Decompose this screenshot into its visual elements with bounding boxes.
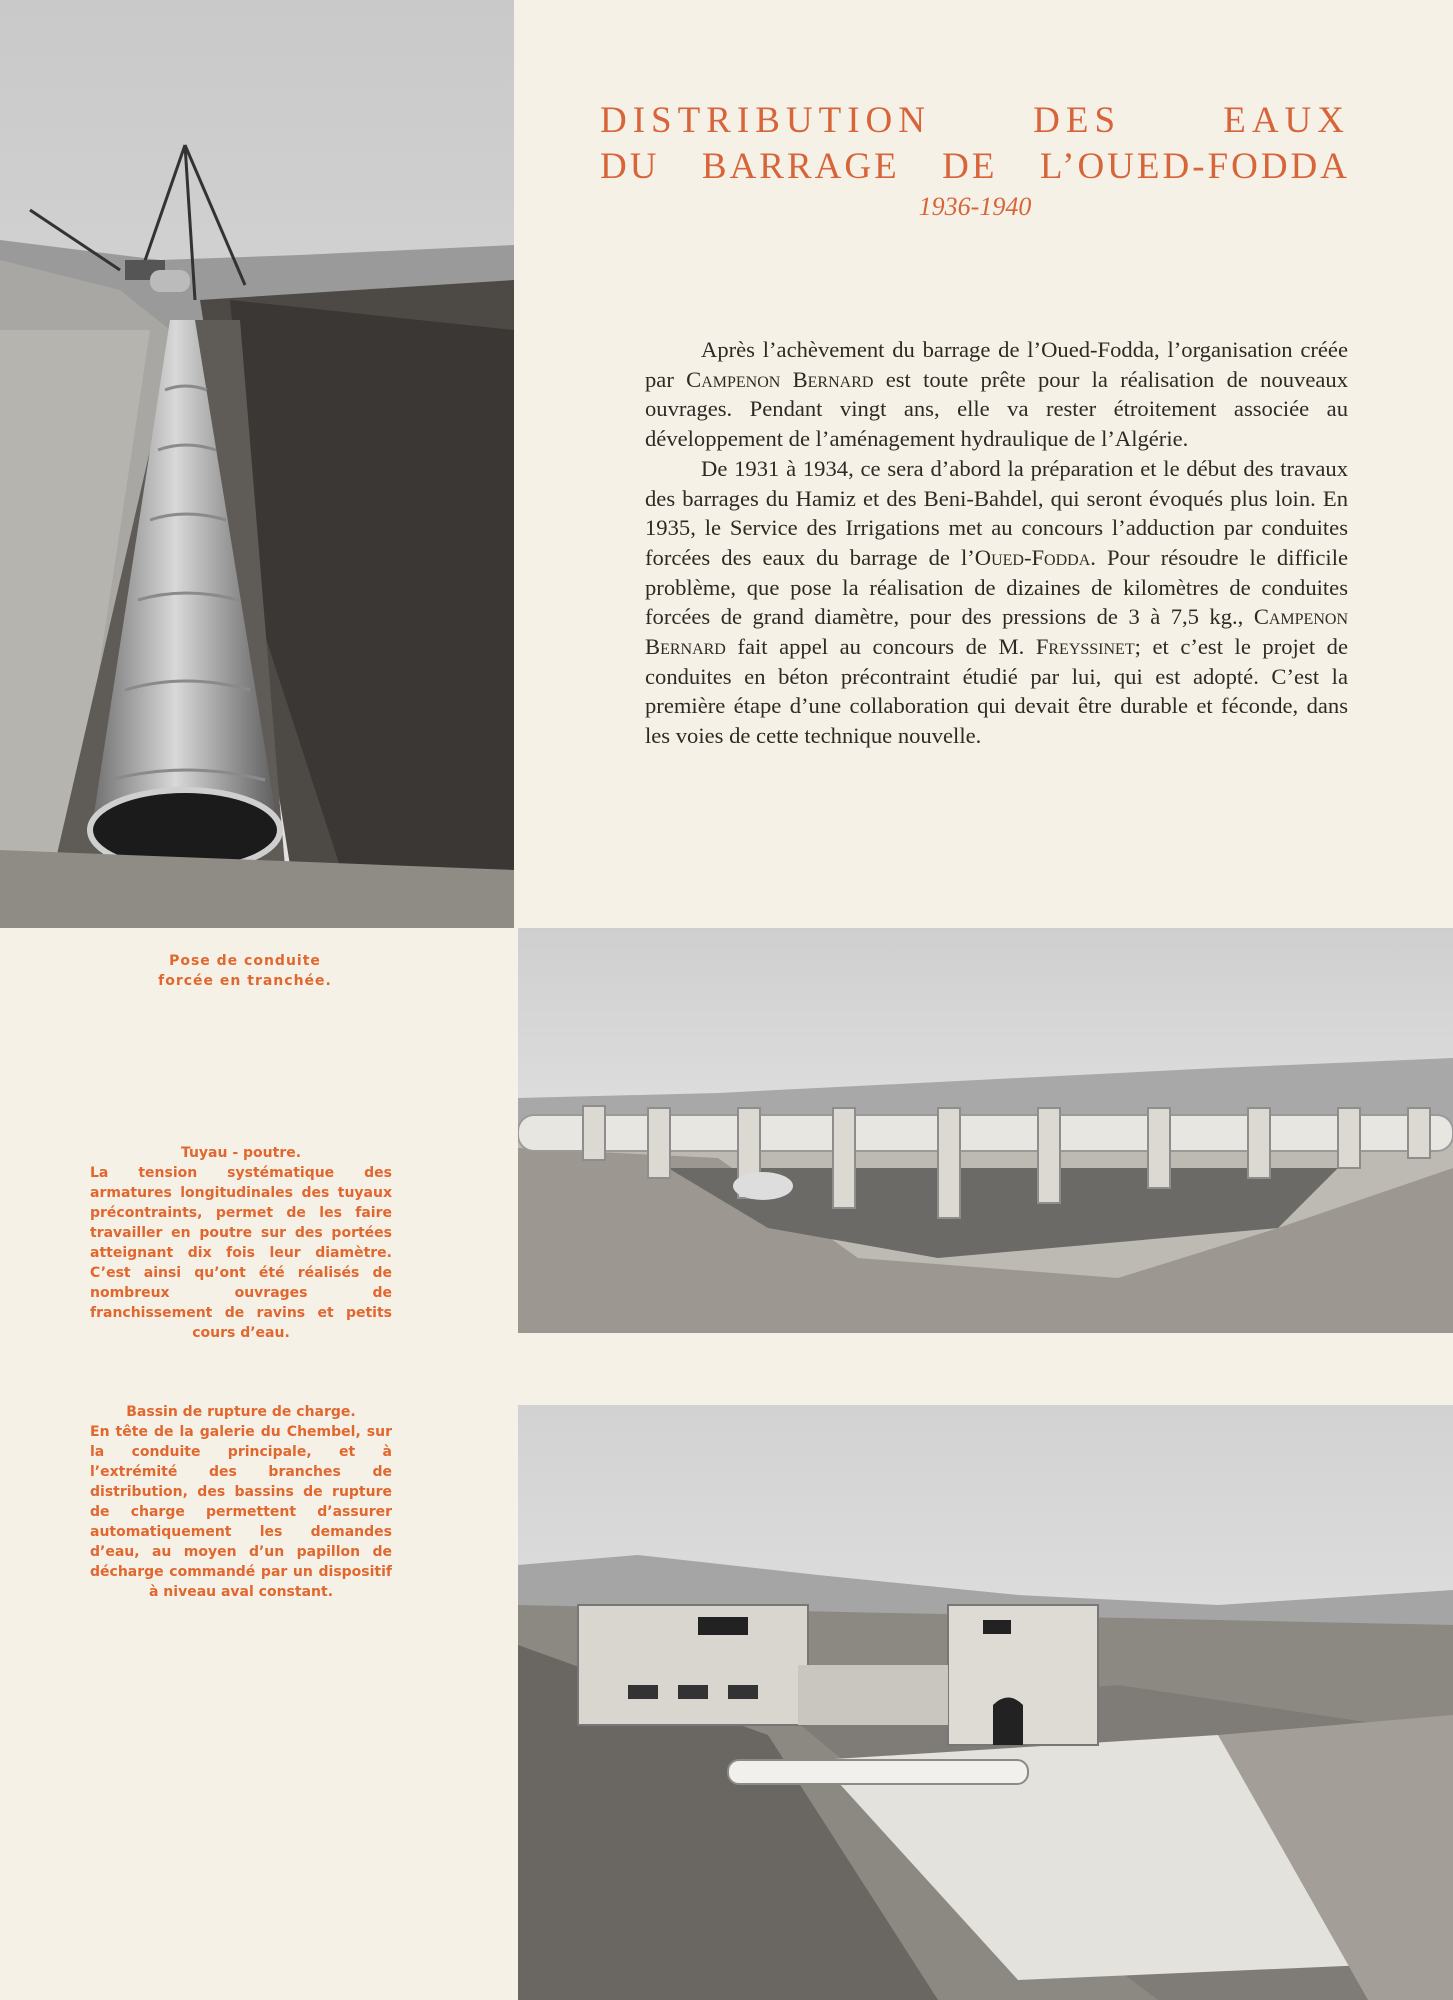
- caption-pipe-beam-title: Tuyau - poutre.: [180, 1145, 302, 1161]
- trench-pipe-photo: [0, 0, 514, 928]
- paragraph-2-text-b: . Pour résoudre le difficile problème, que pose la réalisation de dizaines de kilomètres de conduites forcées de grand diamètre, pour des pressions de 3 à 7,5 kg.,: [645, 544, 1348, 630]
- company-name: Campenon Bernard: [686, 366, 874, 392]
- page-title: [600, 98, 1350, 190]
- paragraph-2-text-a: De 1931 à 1934, ce sera d’abord la préparation et le début des travaux des barrages du Hamiz et des Beni-Bahdel, qui seront évoqués plus loin. En 1935, le Service des Irrigations met au concours l’adduction par conduites forcées des eaux du barrage de l’: [645, 455, 1348, 570]
- title-line-2: DU BARRAGE DE L’OUED-FODDA: [600, 146, 1350, 187]
- caption-trench: Pose de conduite forcée en tranchée.: [158, 953, 332, 989]
- paragraph-2-text-d: ; et c’est le projet de conduites en béton précontraint étudié par lui, qui est adopté. C’est la première étape d’une collaboration qui devait être durable et féconde, dans les voies de cette technique nouvelle.: [645, 634, 1348, 749]
- caption-pipe-beam-text: La tension systématique des armatures longitudinales des tuyaux précontraints, permet de les faire travailler en poutre sur des portées atteignant dix fois leur diamètre. C’est ainsi qu’ont été réalisés de nombreux ouvrages de franchissement de ravins et petits cours d’eau.: [90, 1165, 392, 1341]
- article-body: [645, 335, 1348, 751]
- basin-photo: [518, 1405, 1453, 2000]
- caption-basin: [90, 1402, 392, 1602]
- caption-basin-title: Bassin de rupture de charge.: [126, 1404, 356, 1420]
- caption-pipe-beam: [90, 1143, 392, 1343]
- paragraph-1-text-a: Après l’achèvement du barrage de l’Oued-Fodda, l’organisation créée par: [645, 337, 1348, 392]
- paragraph-2-text-c: fait appel au concours de M.: [725, 634, 1036, 660]
- caption-basin-text: En tête de la galerie du Chembel, sur la conduite principale, et à l’extrémité des branches de distribution, des bassins de rupture de charge permettent d’assurer automatiquement les demandes d’eau, au moyen d’un papillon de décharge commandé par un dispositif à niveau aval constant.: [90, 1424, 392, 1600]
- title-line-1: DISTRIBUTION DES EAUX: [600, 100, 1350, 141]
- paragraph-1-text-b: est toute prête pour la réalisation de nouveaux ouvrages. Pendant vingt ans, elle va rester étroitement associée au développement de l’aménagement hydraulique de l’Algérie.: [645, 366, 1349, 452]
- pipe-beam-photo: [518, 928, 1453, 1333]
- engineer-name: Freyssinet: [1035, 634, 1135, 660]
- paragraph-1: [645, 335, 1348, 454]
- paragraph-2: [645, 454, 1348, 751]
- date-range: 1936-1940: [918, 192, 1032, 221]
- company-name-2: Campenon Bernard: [645, 604, 1348, 660]
- dam-name: Oued-Fodda: [974, 544, 1091, 570]
